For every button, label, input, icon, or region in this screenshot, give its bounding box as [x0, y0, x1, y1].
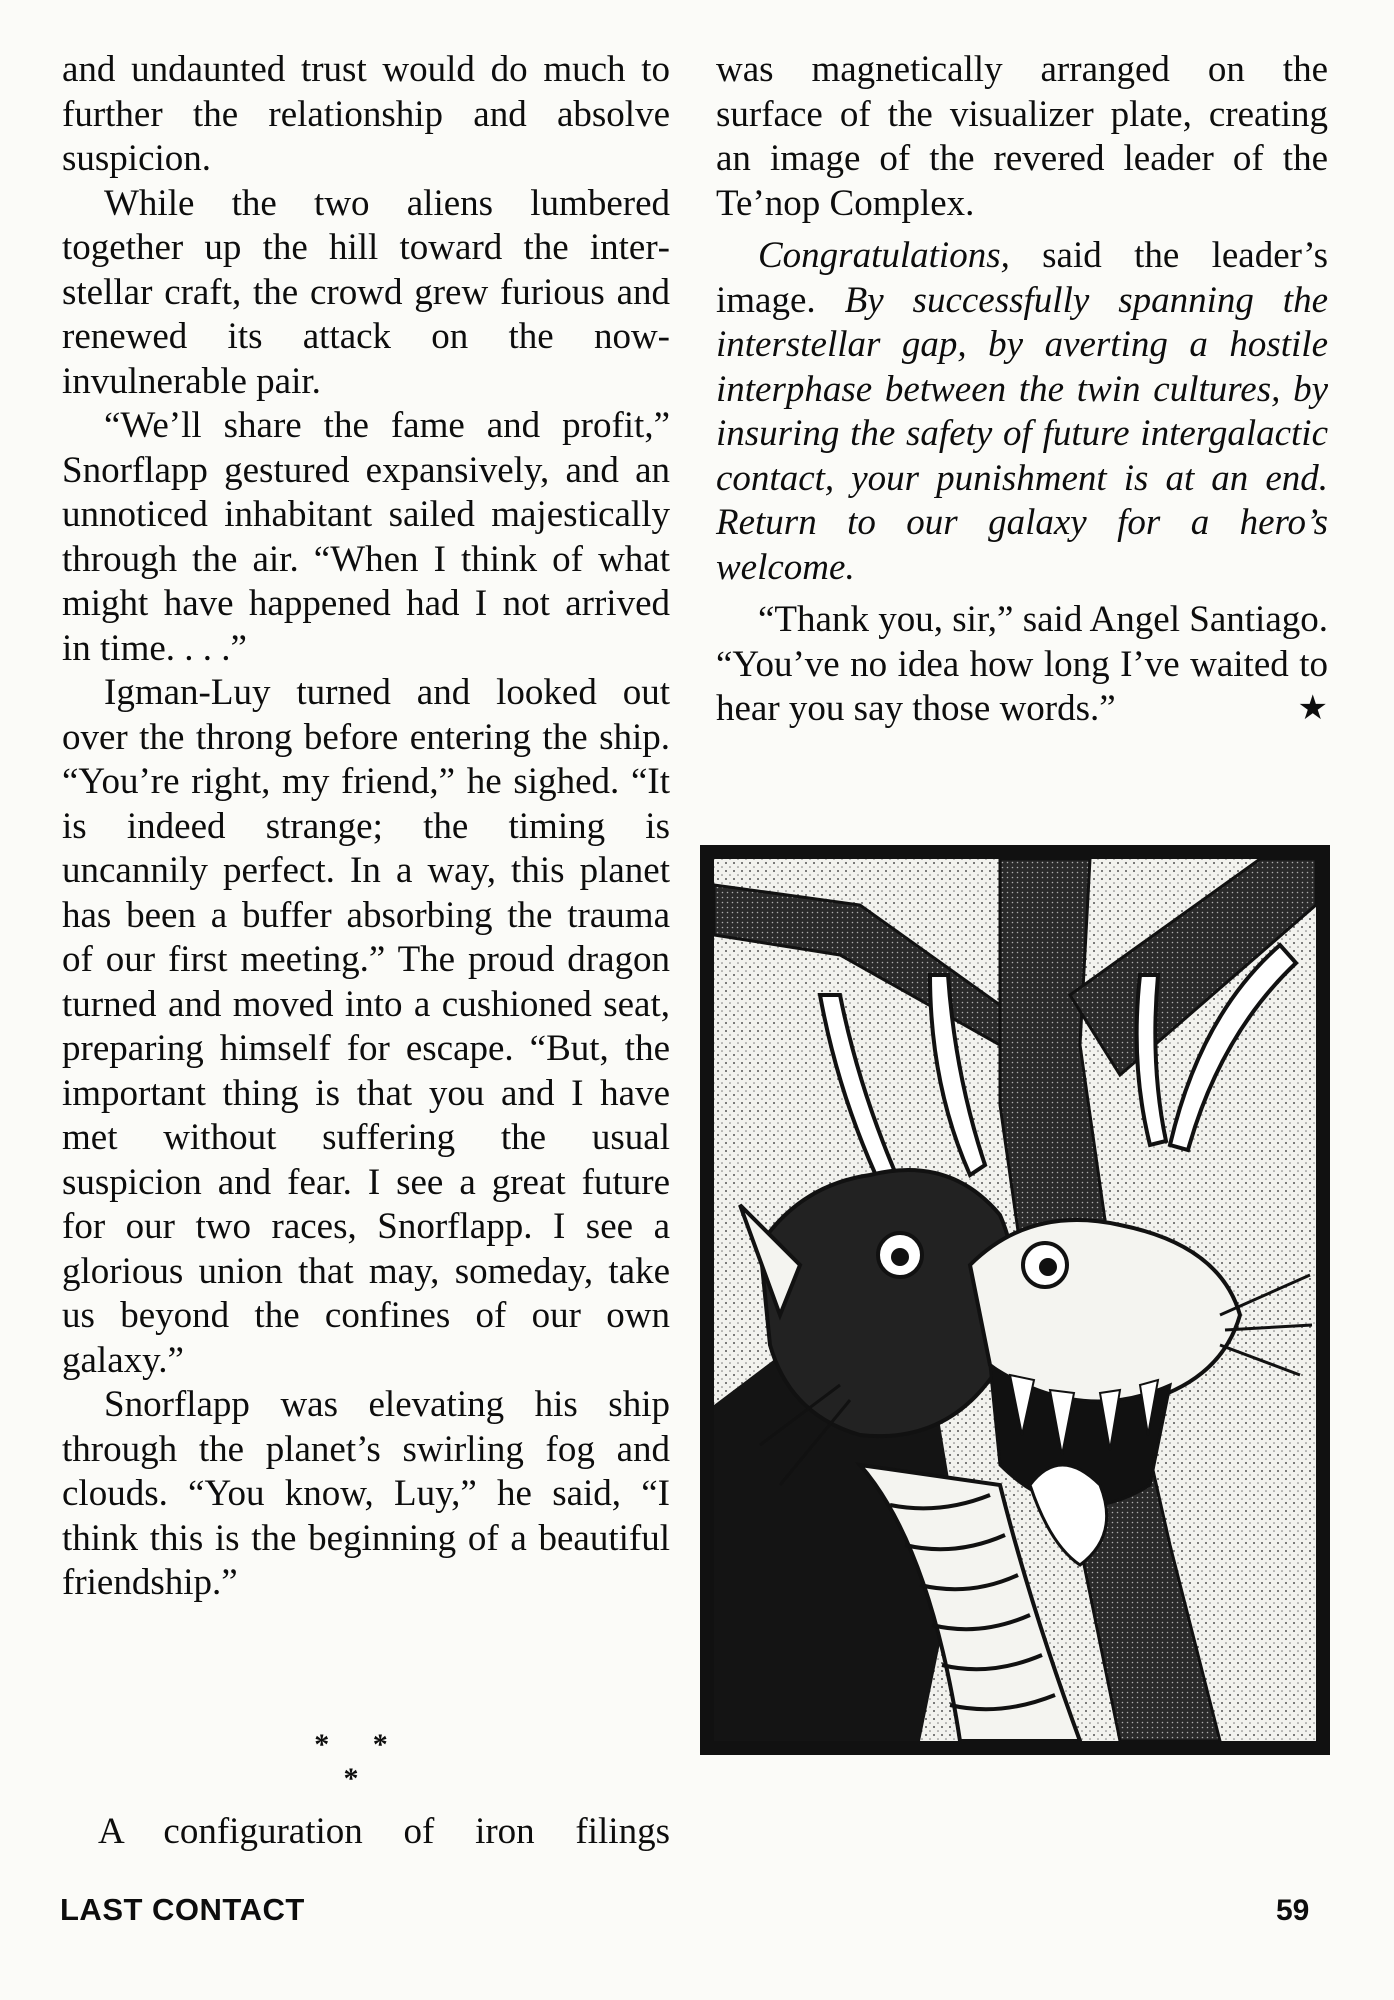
right-column [716, 48, 1328, 732]
italic-text: Congratulations, [758, 235, 1010, 276]
paragraph: and undaunted trust would do much to further the relationship and absolve suspicion. [62, 49, 670, 179]
paragraph: While the two aliens lumbered together up the hill toward the interstellar craft, the crowd grew furious and renewed its attack on the now-invulnerable pair. [62, 182, 670, 402]
section-break: * * * [314, 1728, 406, 1795]
paragraph: “We’ll share the fame and profit,” Snorflapp gestured expansively, and an unnoticed inhabitant sailed majestically through the air. “When I think of what might have happened had I not arrived in time. . . .” [62, 405, 670, 669]
paragraph-text: “Thank you, sir,” said Angel Santiago. “You’ve no idea how long I’ve waited to hear you say those words.” [716, 599, 1328, 729]
page-number: 59 [1276, 1894, 1310, 1927]
paragraph [716, 234, 1328, 590]
paragraph: Igman-Luy turned and looked out over the throng before entering the ship. “You’re right, my friend,” he sighed. “It is indeed strange; the timing is uncannily perfect. In a way, this planet has been a buffer absorbing the trauma of our first meeting.” The proud dragon turned and moved into a cushioned seat, preparing himself for escape. “But, the important thing is that you and I have met without suffering the usual suspicion and fear. I see a great future for our two races, Snorflapp. I see a glorious union that may, someday, take us beyond the confines of our own galaxy.” [62, 672, 670, 1381]
running-footer-title: LAST CONTACT [60, 1892, 305, 1927]
left-column [62, 48, 670, 1606]
paragraph [716, 598, 1328, 732]
paragraph: Snorflapp was elevating his ship through the planet’s swirling fog and clouds. “You know, Luy,” he said, “I think this is the beginning of a beautiful friendship.” [62, 1384, 670, 1603]
end-mark: ★ [1297, 690, 1328, 727]
dragon-illustration [700, 845, 1330, 1755]
italic-text: By successfully spanning the interstellar gap, by averting a hostile interphase between the twin cultures, by insuring the safety of future intergalactic contact, your punishment is at an end. Return to our galaxy for a hero’s welcome. [716, 279, 1329, 588]
paragraph: A configuration of iron filings [98, 1811, 670, 1852]
roman-text: said the leader’s image. [716, 235, 1328, 321]
paragraph: was magnetically arranged on the surface of the visualizer plate, creating an image of the revered leader of the Te’nop Complex. [716, 49, 1328, 224]
